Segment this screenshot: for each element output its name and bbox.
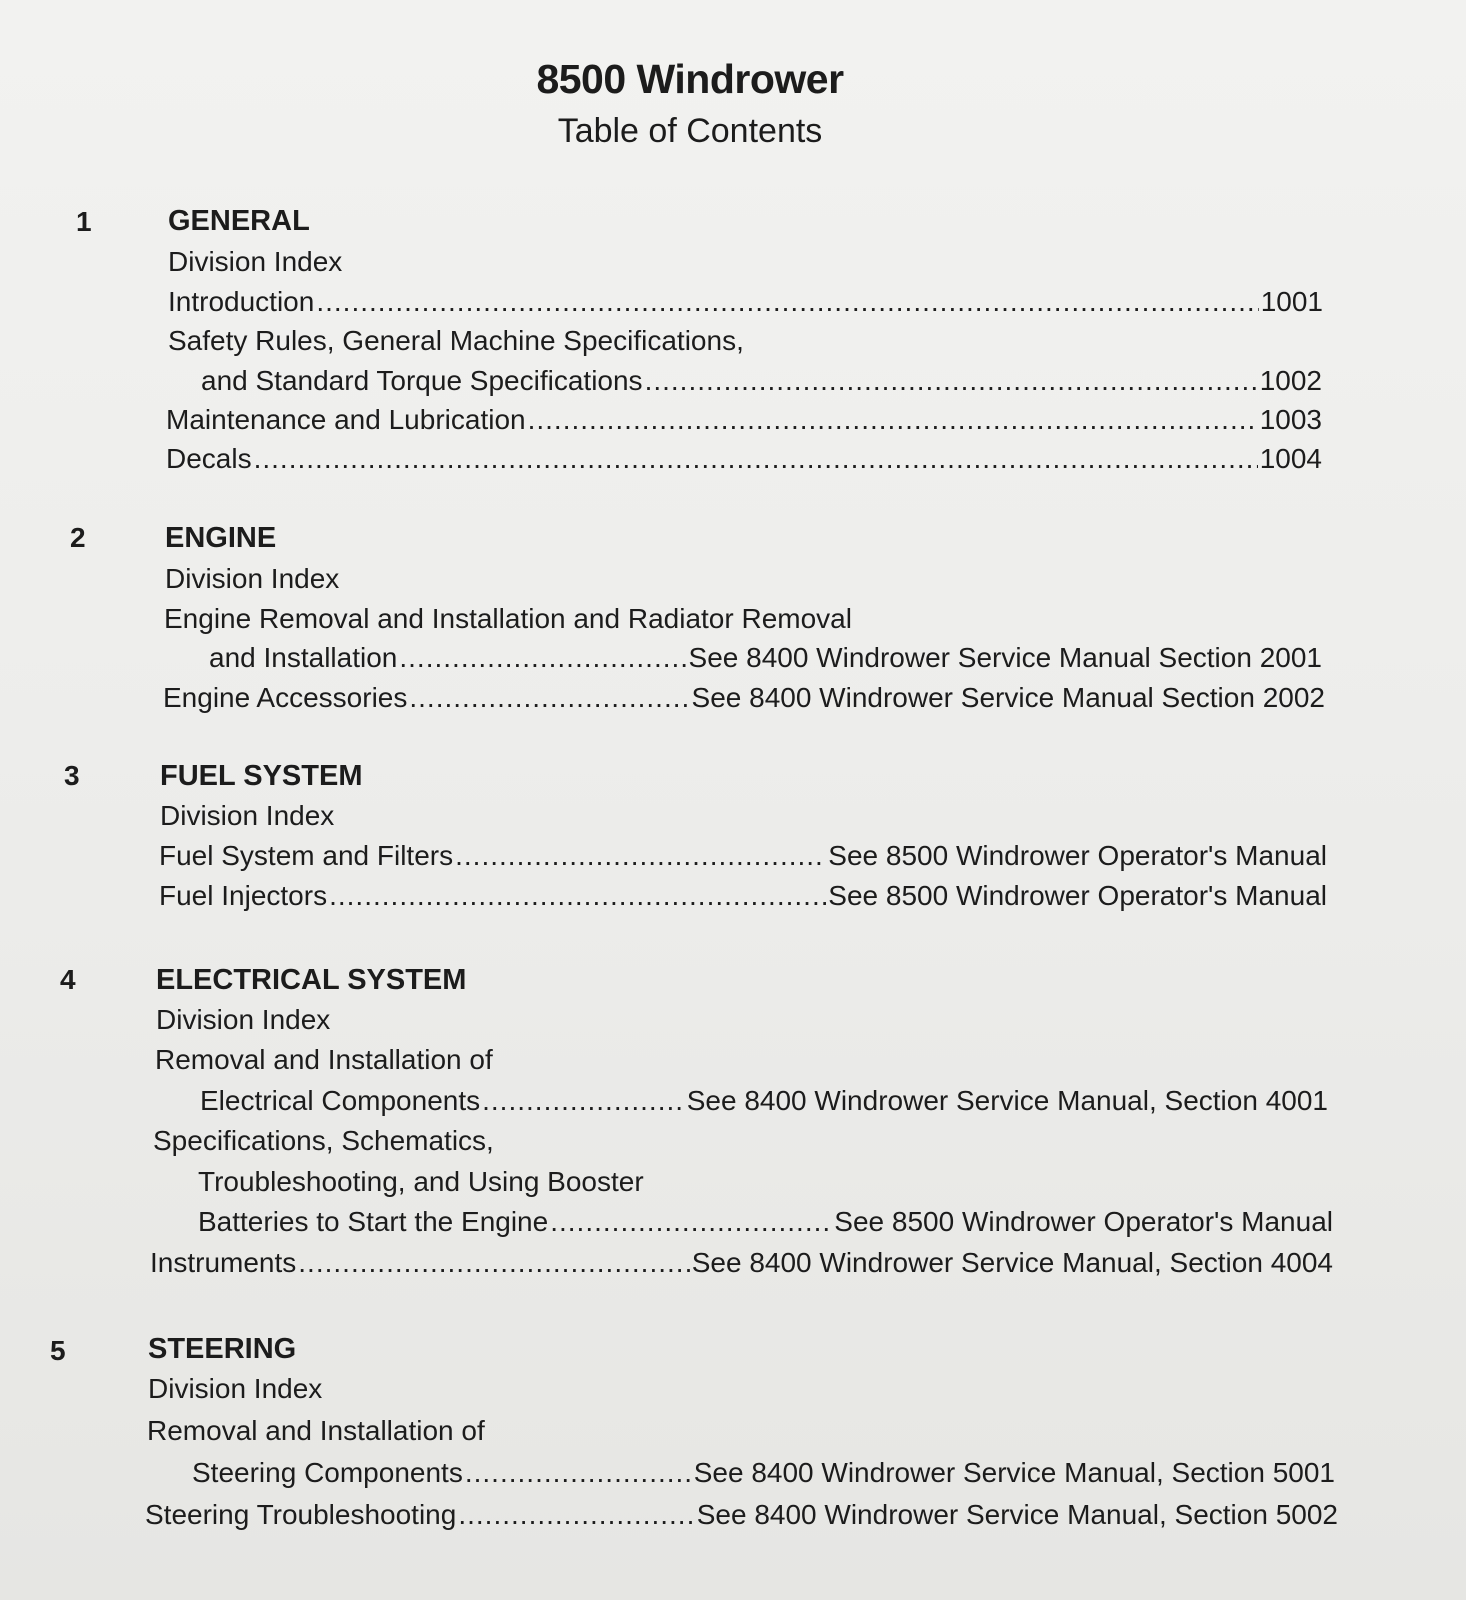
toc-entry[interactable] xyxy=(150,1247,1333,1283)
entry-reference: See 8500 Windrower Operator's Manual xyxy=(828,880,1327,911)
leader-dots xyxy=(455,840,826,872)
entry-label: Engine Removal and Installation and Radiator Removal xyxy=(164,603,852,634)
entry-label: Introduction xyxy=(168,286,315,317)
leader-dots xyxy=(550,1206,832,1238)
toc-entry xyxy=(198,1166,1298,1202)
entry-label: Instruments xyxy=(150,1247,297,1278)
toc-entry[interactable] xyxy=(166,443,1322,479)
leader-dots xyxy=(465,1457,692,1489)
entry-label: Electrical Components xyxy=(200,1085,481,1116)
leader-dots xyxy=(528,404,1258,436)
toc-entry xyxy=(168,325,1318,361)
entry-label: Troubleshooting, and Using Booster xyxy=(198,1166,644,1197)
page-subtitle: Table of Contents xyxy=(557,112,823,150)
leader-dots xyxy=(399,642,686,674)
page-title: 8500 Windrower xyxy=(536,56,844,102)
entry-label: Steering Troubleshooting xyxy=(145,1499,457,1530)
toc-entry[interactable] xyxy=(200,1085,1328,1121)
entry-reference: See 8400 Windrower Service Manual Section 2002 xyxy=(691,682,1325,713)
toc-entry xyxy=(153,1125,1303,1161)
entry-label: Batteries to Start the Engine xyxy=(198,1206,549,1237)
leader-dots xyxy=(329,880,826,912)
leader-dots xyxy=(298,1247,689,1279)
entry-reference: See 8400 Windrower Service Manual, Section 5001 xyxy=(693,1457,1335,1488)
entry-reference: 1004 xyxy=(1259,443,1322,474)
section-number: 2 xyxy=(70,522,86,553)
entry-label: Engine Accessories xyxy=(163,682,408,713)
entry-label: Division Index xyxy=(160,800,335,831)
section-heading: FUEL SYSTEM xyxy=(160,760,363,792)
section-heading: GENERAL xyxy=(168,205,310,237)
entry-reference: See 8400 Windrower Service Manual Section 2001 xyxy=(688,642,1322,673)
entry-label: Maintenance and Lubrication xyxy=(166,404,526,435)
entry-reference: 1002 xyxy=(1259,365,1322,396)
toc-entry xyxy=(148,1373,1298,1409)
toc-entry[interactable] xyxy=(201,365,1322,401)
toc-entry xyxy=(164,603,1314,639)
toc-entry[interactable] xyxy=(159,880,1327,916)
toc-entry xyxy=(155,1044,1305,1080)
entry-label: Specifications, Schematics, xyxy=(153,1125,494,1156)
toc-entry[interactable] xyxy=(163,682,1325,718)
section-heading: ENGINE xyxy=(165,522,277,554)
leader-dots xyxy=(409,682,689,714)
toc-entry[interactable] xyxy=(168,286,1323,322)
entry-label: Removal and Installation of xyxy=(155,1044,493,1075)
entry-label: Safety Rules, General Machine Specifications, xyxy=(168,325,744,356)
leader-dots xyxy=(254,443,1258,475)
section-heading: STEERING xyxy=(148,1333,297,1365)
entry-reference: See 8500 Windrower Operator's Manual xyxy=(834,1206,1333,1237)
toc-entry xyxy=(168,246,1318,282)
section-number: 3 xyxy=(64,760,80,791)
toc-entry[interactable] xyxy=(198,1206,1333,1242)
entry-label: and Standard Torque Specifications xyxy=(201,365,643,396)
leader-dots xyxy=(316,286,1258,318)
entry-reference: See 8400 Windrower Service Manual, Section 4001 xyxy=(686,1085,1328,1116)
section-number: 4 xyxy=(60,964,76,995)
entry-label: Division Index xyxy=(156,1004,331,1035)
leader-dots xyxy=(458,1499,694,1531)
leader-dots xyxy=(482,1085,685,1117)
toc-entry[interactable] xyxy=(145,1499,1338,1535)
toc-entry xyxy=(165,563,1315,599)
entry-reference: See 8500 Windrower Operator's Manual xyxy=(828,840,1327,871)
entry-reference: See 8400 Windrower Service Manual, Section 4004 xyxy=(691,1247,1333,1278)
section-number: 5 xyxy=(50,1335,66,1366)
entry-label: Fuel System and Filters xyxy=(159,840,454,871)
entry-label: Fuel Injectors xyxy=(159,880,328,911)
entry-reference: 1001 xyxy=(1260,286,1323,317)
entry-label: Division Index xyxy=(168,246,343,277)
entry-label: and Installation xyxy=(209,642,398,673)
toc-entry xyxy=(147,1415,1297,1451)
entry-label: Division Index xyxy=(165,563,340,594)
toc-entry[interactable] xyxy=(166,404,1322,440)
entry-label: Steering Components xyxy=(192,1457,463,1488)
leader-dots xyxy=(645,365,1258,397)
entry-reference: See 8400 Windrower Service Manual, Section 5002 xyxy=(696,1499,1338,1530)
section-number: 1 xyxy=(76,206,92,237)
entry-label: Division Index xyxy=(148,1373,323,1404)
toc-entry[interactable] xyxy=(159,840,1327,876)
entry-reference: 1003 xyxy=(1259,404,1322,435)
toc-entry xyxy=(160,800,1310,836)
toc-entry xyxy=(156,1004,1306,1040)
toc-entry[interactable] xyxy=(192,1457,1335,1493)
toc-entry[interactable] xyxy=(209,642,1322,678)
section-heading: ELECTRICAL SYSTEM xyxy=(156,964,467,996)
entry-label: Removal and Installation of xyxy=(147,1415,485,1446)
entry-label: Decals xyxy=(166,443,252,474)
